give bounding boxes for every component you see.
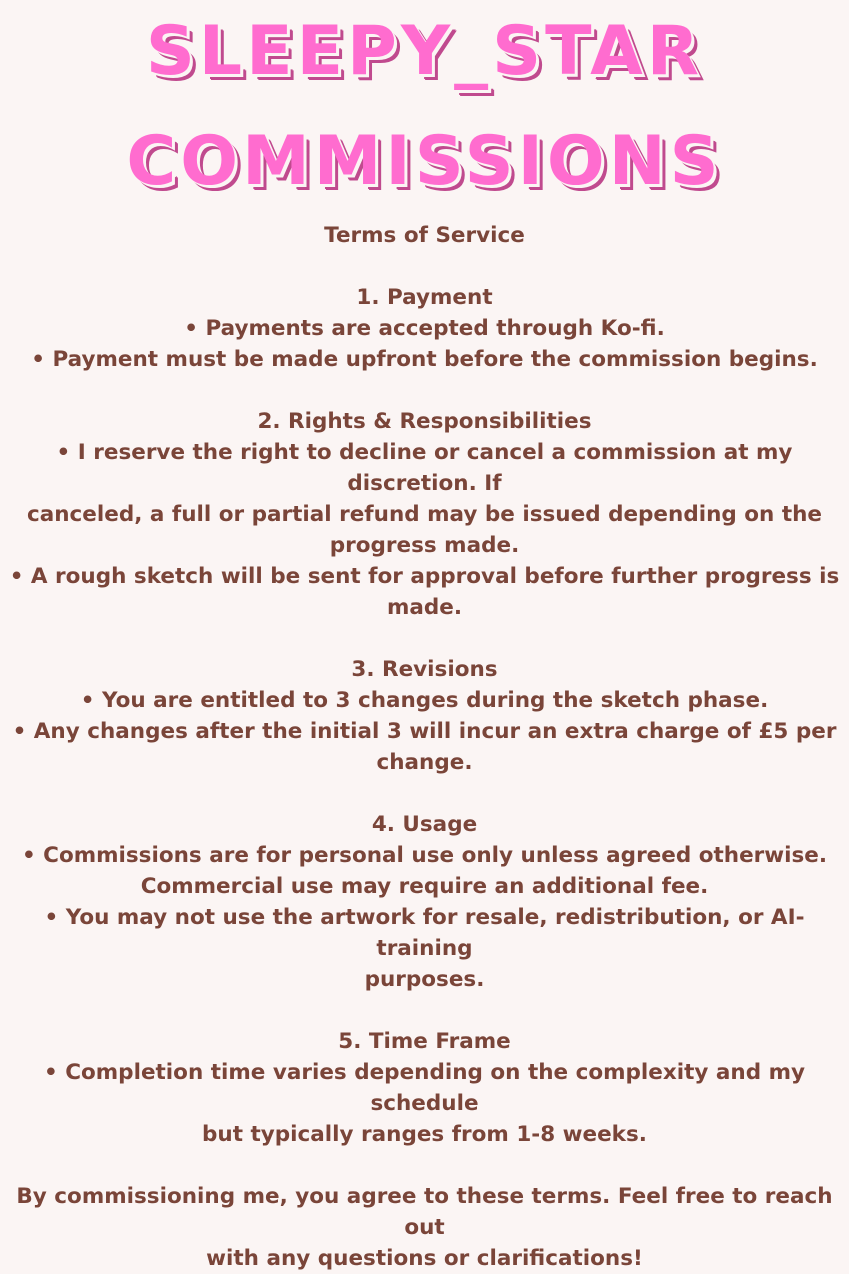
section-timeframe: [0, 1026, 849, 1150]
section-rights: [0, 406, 849, 623]
section-line: • Payment must be made upfront before the commission begins.: [31, 347, 818, 372]
section-heading: 2. Rights & Responsibilities: [257, 409, 592, 434]
closing-line: By commissioning me, you agree to these terms. Feel free to reach out: [16, 1184, 833, 1240]
closing-line: with any questions or clarifications!: [206, 1246, 643, 1271]
spacer: [0, 375, 849, 406]
section-heading: 1. Payment: [356, 285, 493, 310]
section-line: • Payments are accepted through Ko-fi.: [184, 316, 665, 341]
section-line: • I reserve the right to decline or cancel a commission at my discretion. If: [56, 440, 793, 496]
closing-note: [0, 1181, 849, 1274]
section-heading: 3. Revisions: [351, 657, 498, 682]
section-revisions: [0, 654, 849, 778]
section-line: • You may not use the artwork for resale, redistribution, or AI-training: [44, 905, 805, 961]
section-heading: 4. Usage: [371, 812, 478, 837]
spacer: [0, 623, 849, 654]
title-line-2: COMMISSIONS: [126, 122, 723, 201]
spacer: [0, 778, 849, 809]
section-payment: [0, 282, 849, 375]
spacer: [0, 251, 849, 282]
section-line: but typically ranges from 1-8 weeks.: [202, 1122, 647, 1147]
section-line: purposes.: [364, 967, 485, 992]
section-usage: [0, 809, 849, 995]
subtitle: Terms of Service: [324, 223, 525, 248]
spacer: [0, 995, 849, 1026]
section-line: • Any changes after the initial 3 will incur an extra charge of £5 per: [12, 719, 837, 744]
section-heading: 5. Time Frame: [338, 1029, 511, 1054]
section-line: change.: [376, 750, 473, 775]
section-line: • Commissions are for personal use only unless agreed otherwise.: [21, 843, 828, 868]
terms-body: [0, 220, 849, 1274]
title-line-1: SLEEPY_STAR: [145, 12, 704, 91]
section-line: • You are entitled to 3 changes during the sketch phase.: [80, 688, 769, 713]
section-line: made.: [386, 595, 463, 620]
section-line: canceled, a full or partial refund may be issued depending on the: [26, 502, 822, 527]
spacer: [0, 1150, 849, 1181]
section-line: progress made.: [329, 533, 520, 558]
section-line: • A rough sketch will be sent for approval before further progress is: [9, 564, 840, 589]
section-line: • Completion time varies depending on the complexity and my schedule: [44, 1060, 805, 1116]
section-line: Commercial use may require an additional fee.: [140, 874, 709, 899]
